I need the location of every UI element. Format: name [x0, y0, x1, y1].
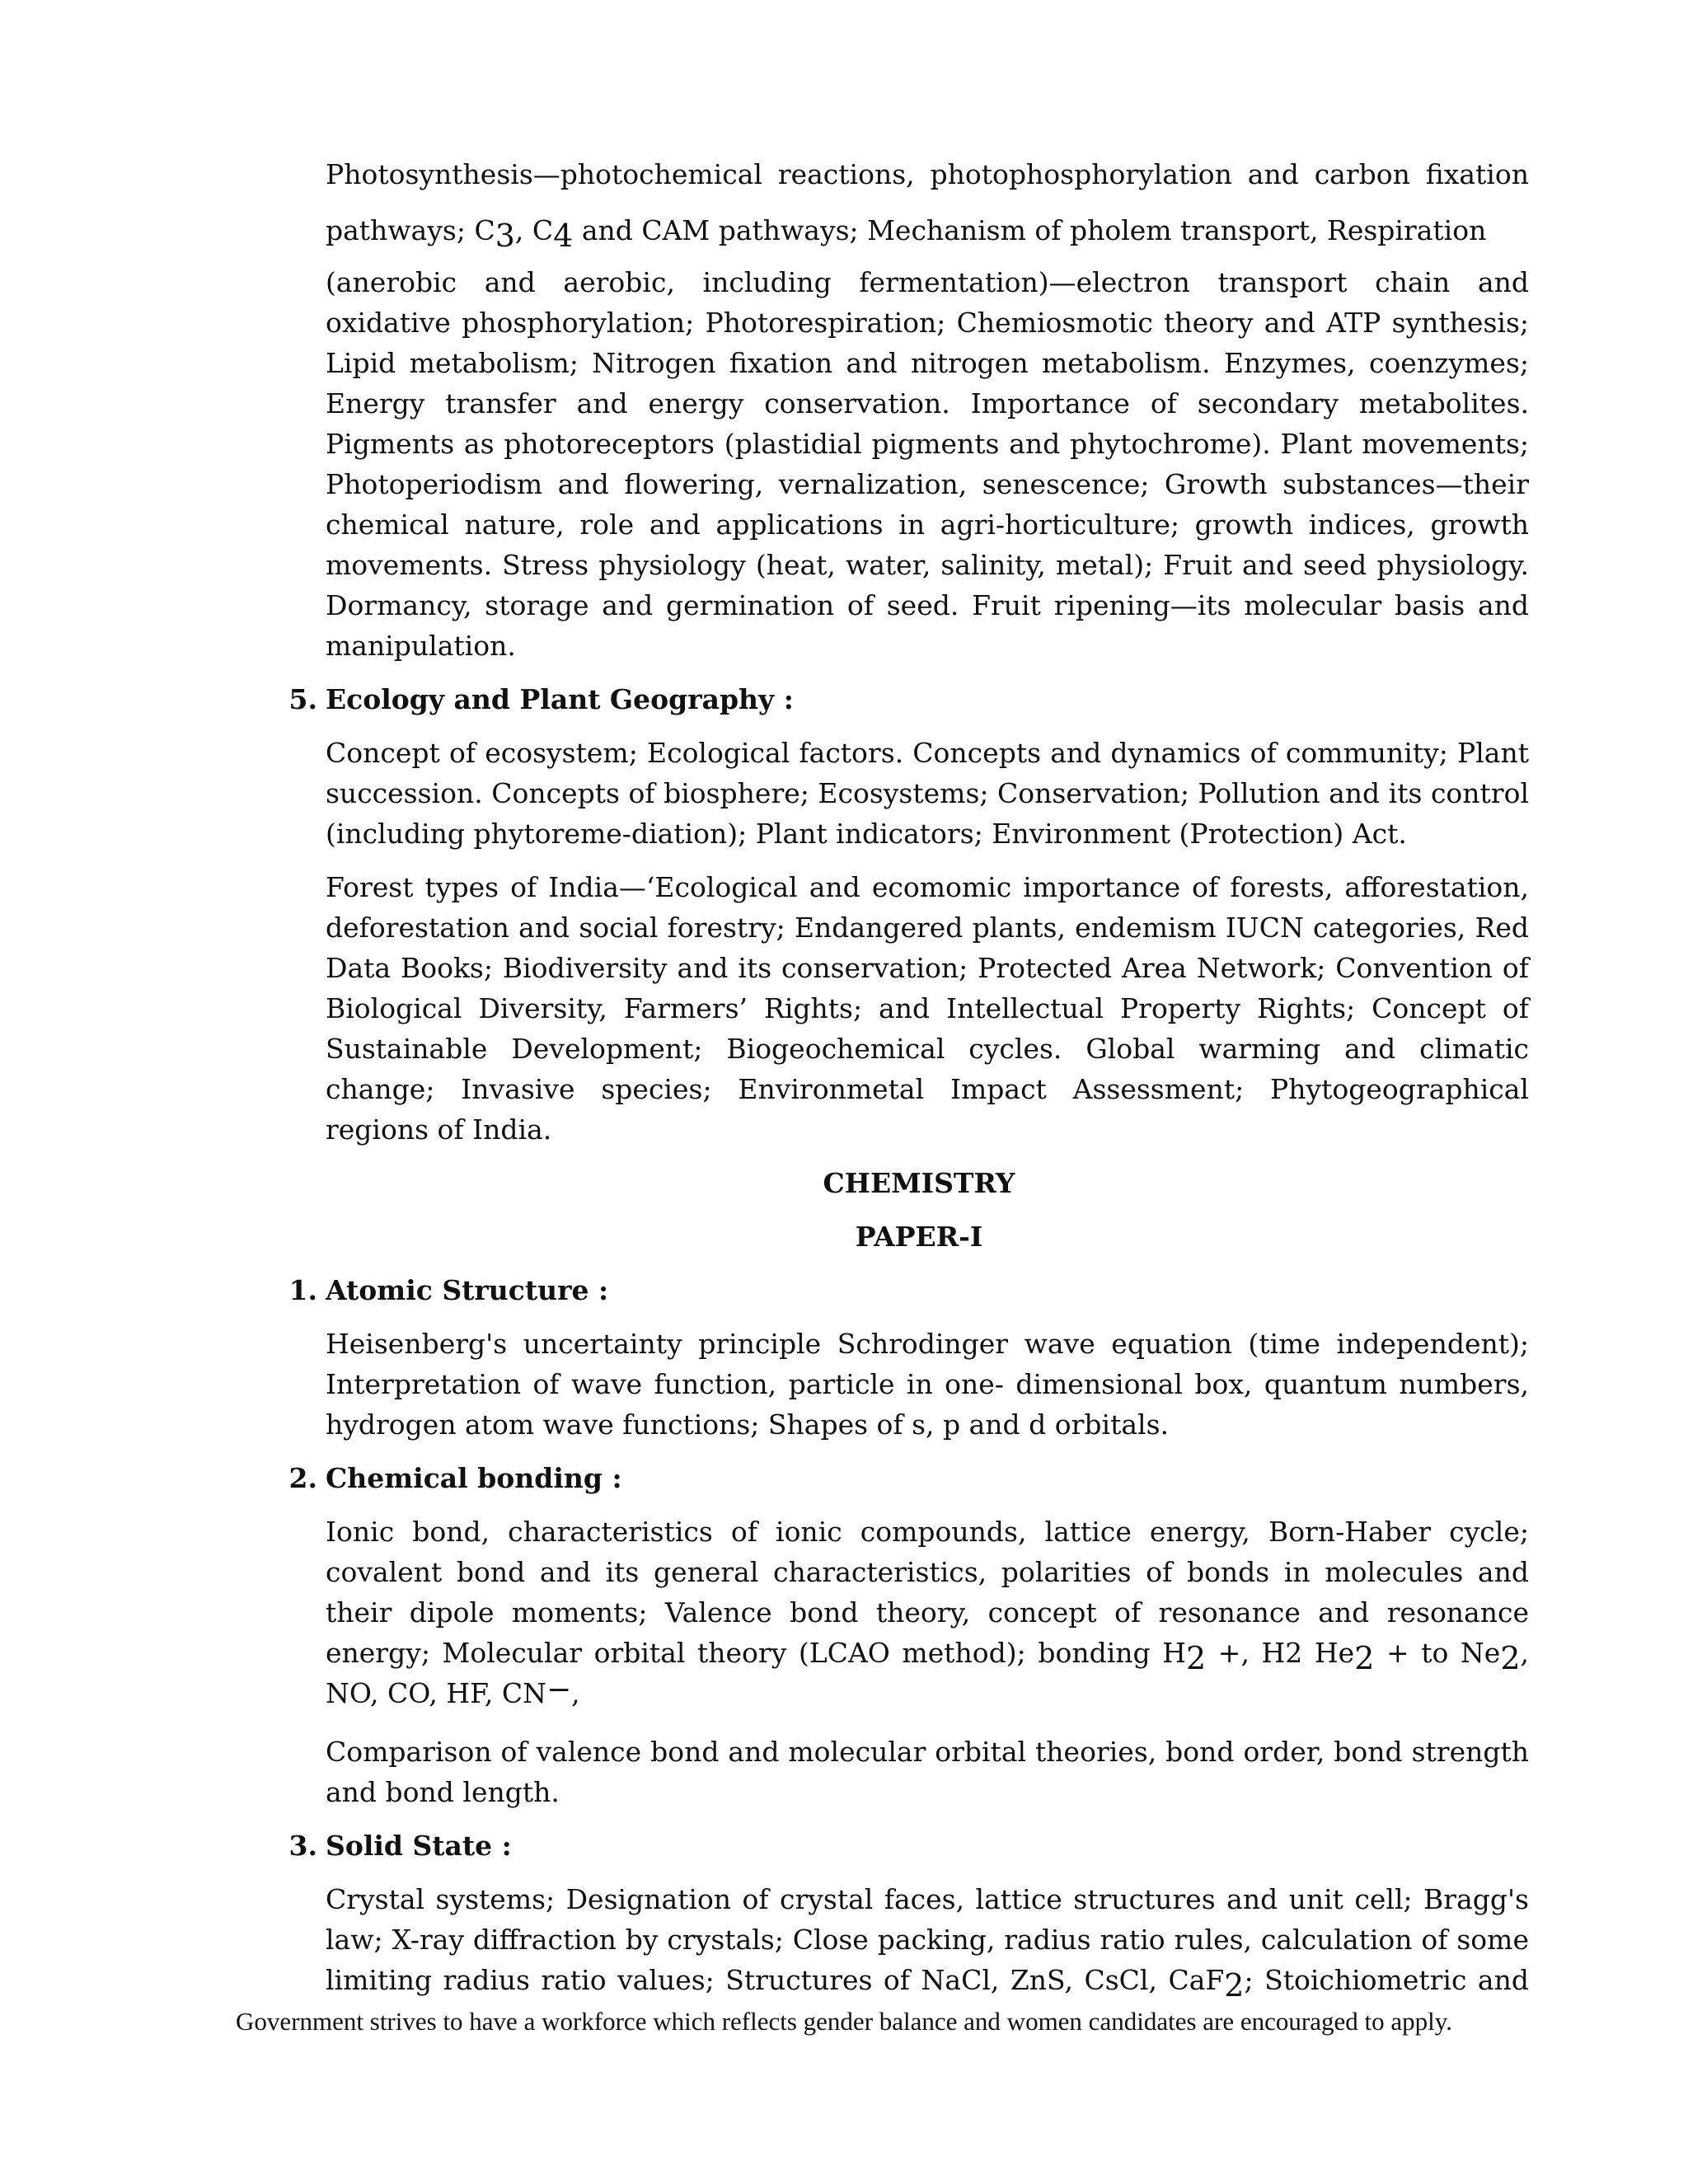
plant-physiology-paragraph: Photosynthesis—photochemical reactions, photophosphorylation and carbon fixation pathways; $C_3$, $C_4$ and CAM pathways; Mechanism of pholem transport, Respiration [326, 158, 1529, 254]
footer-note: Government strives to have a workforce which reflects gender balance and women candidates are encouraged to apply. [236, 2007, 1452, 2036]
section-title: Solid State : [326, 1830, 512, 1862]
subject-title: CHEMISTRY [823, 1167, 1015, 1199]
atomic-structure-paragraph: Heisenberg's uncertainty principle Schrodinger wave equation (time independent); Interpretation of wave function, particle in one- dimensional box, quantum numbers, hydrogen atom wave functions; Shapes of s, p and d orbitals. [326, 1328, 1529, 1441]
formula-caf2: CaF$_2$ [1168, 1964, 1245, 2004]
c4-label: $C_4$ [532, 214, 574, 254]
section-number: 5. [288, 683, 317, 715]
cn-minus-sign: − [546, 1673, 572, 1707]
section-heading-atomic-structure [288, 1270, 1529, 1310]
formula-h2-plus: $H_2$ [1162, 1637, 1207, 1676]
section-heading-solid-state [288, 1825, 1529, 1866]
physiology-line1: Photosynthesis—photochemical reactions, photophosphorylation and carbon fixation pathways; [326, 158, 1529, 246]
paper-title: PAPER-I [855, 1221, 983, 1253]
chemical-bonding-paragraph-continued: Comparison of valence bond and molecular orbital theories, bond order, bond strength and bond length. [326, 1736, 1529, 1808]
syllabus-content [288, 147, 1530, 2013]
section-number: 2. [288, 1462, 317, 1494]
formula-ne2: + to $Ne_2$ [1386, 1637, 1521, 1676]
section-heading-ecology [288, 679, 1529, 719]
chemical-bonding-paragraph: Ionic bond, characteristics of ionic compounds, lattice energy, Born-Haber cycle; covalent bond and its general characteristics, polarities of bonds in molecules and their dipole moments; Valence bond theory, concept of resonance and resonance energy; Molecular orbital theory (LCAO method); bonding $H_2$ +, H2 $He_2$ + to $Ne_2$, NO, CO, HF, CN−, [326, 1516, 1530, 1709]
ecology-paragraph-1: Concept of ecosystem; Ecological factors. Concepts and dynamics of community; Plant succession. Concepts of biosphere; Ecosystems; Conservation; Pollution and its control (including phytoreme-diation); Plant indicators; Environment (Protection) Act. [326, 737, 1529, 850]
solid-state-paragraph: Crystal systems; Designation of crystal faces, lattice structures and unit cell; Bragg's law; X-ray diffraction by crystals; Close packing, radius ratio rules, calculation of some limiting radius ratio values; Structures of NaCl, ZnS, CsCl, CaF$_2$; Stoichiometric and [326, 1883, 1529, 2004]
c3-label: $C_3$ [474, 214, 515, 254]
physiology-after-c4: and CAM pathways; Mechanism of pholem transport, Respiration [581, 214, 1487, 246]
ecology-paragraph-2: Forest types of India—‘Ecological and ecomomic importance of forests, afforestation, deforestation and social forestry; Endangered plants, endemism IUCN categories, Red Data Books; Biodiversity and its conservation; Protected Area Network; Convention of Biological Diversity, Farmers’ Rights; and Intellectual Property Rights; Concept of Sustainable Development; Biogeochemical cycles. Global warming and climatic change; Invasive species; Environmetal Impact Assessment; Phytogeographical regions of India. [326, 871, 1529, 1146]
section-heading-chemical-bonding [288, 1458, 1529, 1498]
section-title: Atomic Structure : [326, 1274, 609, 1306]
section-title: Chemical bonding : [326, 1462, 622, 1494]
formula-he2-plus: $He_2$ [1314, 1637, 1375, 1676]
plant-physiology-paragraph-rest: (anerobic and aerobic, including fermentation)—electron transport chain and oxidative phosphorylation; Photorespiration; Chemiosmotic theory and ATP synthesis; Lipid metabolism; Nitrogen fixation and nitrogen metabolism. Enzymes, coenzymes; Energy transfer and energy conservation. Importance of secondary metabolites. Pigments as photoreceptors (plastidial pigments and phytochrome). Plant movements; Photoperiodism and flowering, vernalization, senescence; Growth substances—their chemical nature, role and applications in agri-horticulture; growth indices, growth movements. Stress physiology (heat, water, salinity, metal); Fruit and seed physiology. Dormancy, storage and germination of seed. Fruit ripening—its molecular basis and manipulation. [326, 266, 1529, 662]
section-number: 1. [288, 1274, 317, 1306]
section-title: Ecology and Plant Geography : [326, 683, 794, 715]
section-number: 3. [288, 1830, 317, 1862]
